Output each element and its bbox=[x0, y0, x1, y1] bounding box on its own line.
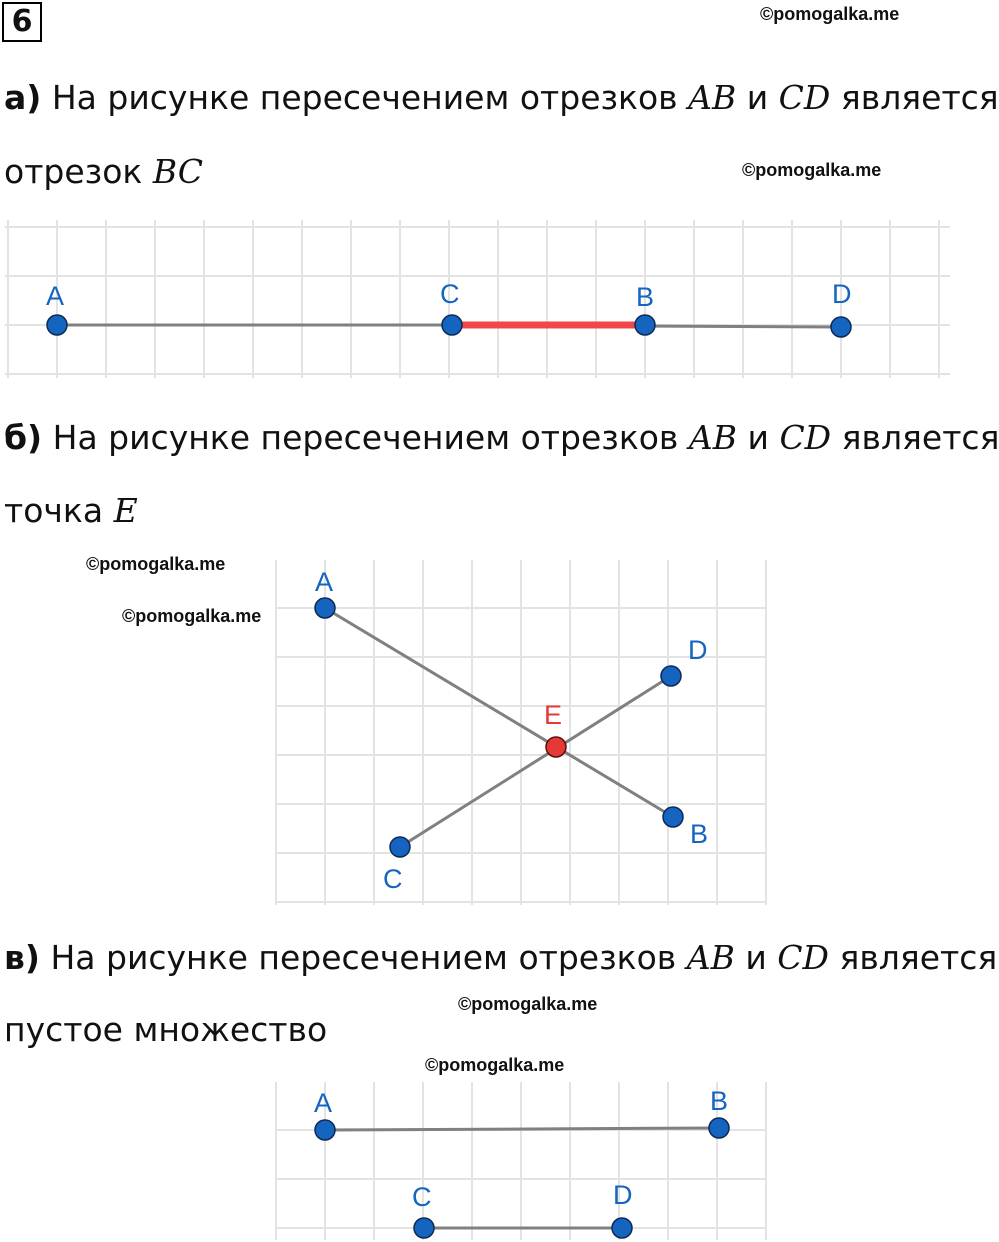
label-b: B bbox=[690, 819, 709, 849]
label-d: D bbox=[832, 279, 852, 309]
point-d bbox=[831, 317, 851, 337]
part-b-seg1: AB bbox=[688, 418, 737, 457]
grid bbox=[5, 220, 950, 378]
grid bbox=[275, 1082, 767, 1240]
label-a: A bbox=[46, 281, 65, 311]
part-b-conj: и bbox=[747, 418, 769, 457]
label-a: A bbox=[315, 567, 334, 597]
point-a bbox=[315, 598, 335, 618]
segment-ab bbox=[325, 1128, 719, 1130]
part-c-seg2: CD bbox=[777, 938, 829, 977]
part-a-line1 bbox=[4, 78, 999, 118]
part-a-answer: BC bbox=[152, 152, 203, 191]
part-b-line1 bbox=[4, 418, 999, 458]
label-b: B bbox=[710, 1086, 729, 1116]
figure-a bbox=[0, 215, 960, 380]
watermark: ©pomogalka.me bbox=[86, 554, 226, 574]
figure-b bbox=[270, 555, 770, 907]
label-e: E bbox=[544, 700, 563, 730]
part-c-line2 bbox=[4, 1010, 327, 1050]
label-c: C bbox=[440, 279, 460, 309]
point-b bbox=[709, 1118, 729, 1138]
part-c-seg1: AB bbox=[686, 938, 735, 977]
part-a-verb: является bbox=[840, 78, 999, 117]
task-number: 6 bbox=[2, 2, 42, 42]
grid bbox=[275, 560, 767, 905]
label-c: C bbox=[412, 1182, 432, 1212]
part-b-verb: является bbox=[841, 418, 999, 457]
part-b-letter: б) bbox=[4, 418, 43, 457]
part-c-text: На рисунке пересечением отрезков bbox=[50, 938, 677, 977]
part-c-verb: является bbox=[839, 938, 998, 977]
watermark: ©pomogalka.me bbox=[122, 606, 262, 626]
part-c-line1 bbox=[4, 938, 997, 978]
point-c bbox=[442, 315, 462, 335]
point-e-intersection bbox=[546, 737, 566, 757]
point-b bbox=[663, 807, 683, 827]
part-a-text: На рисунке пересечением отрезков bbox=[51, 78, 678, 117]
point-b bbox=[635, 315, 655, 335]
segment-cd bbox=[400, 676, 671, 847]
point-c bbox=[390, 837, 410, 857]
point-a bbox=[315, 1120, 335, 1140]
watermark: ©pomogalka.me bbox=[425, 1055, 565, 1075]
point-c bbox=[414, 1218, 434, 1238]
point-d bbox=[661, 666, 681, 686]
part-a-letter: а) bbox=[4, 78, 42, 117]
part-a-seg1: AB bbox=[688, 78, 737, 117]
part-a-line2-text: отрезок bbox=[4, 152, 143, 191]
part-a-line2 bbox=[4, 152, 203, 192]
part-a-seg2: CD bbox=[778, 78, 831, 117]
part-c-conj: и bbox=[745, 938, 767, 977]
watermark: ©pomogalka.me bbox=[742, 160, 882, 180]
point-d bbox=[612, 1218, 632, 1238]
part-b-line2 bbox=[4, 491, 138, 531]
label-b: B bbox=[636, 282, 655, 312]
part-c-line2-text: пустое множество bbox=[4, 1010, 328, 1049]
label-d: D bbox=[688, 635, 708, 665]
part-c-letter: в) bbox=[4, 938, 40, 977]
part-b-text: На рисунке пересечением отрезков bbox=[52, 418, 679, 457]
watermark: ©pomogalka.me bbox=[760, 4, 900, 24]
label-c: C bbox=[383, 864, 403, 894]
part-a-conj: и bbox=[746, 78, 769, 117]
part-b-answer: E bbox=[113, 491, 138, 530]
label-a: A bbox=[314, 1088, 333, 1118]
label-d: D bbox=[613, 1180, 633, 1210]
part-b-seg2: CD bbox=[779, 418, 832, 457]
watermark: ©pomogalka.me bbox=[458, 994, 598, 1014]
figure-c bbox=[270, 1080, 770, 1240]
point-a bbox=[47, 315, 67, 335]
part-b-line2-text: точка bbox=[4, 491, 104, 530]
